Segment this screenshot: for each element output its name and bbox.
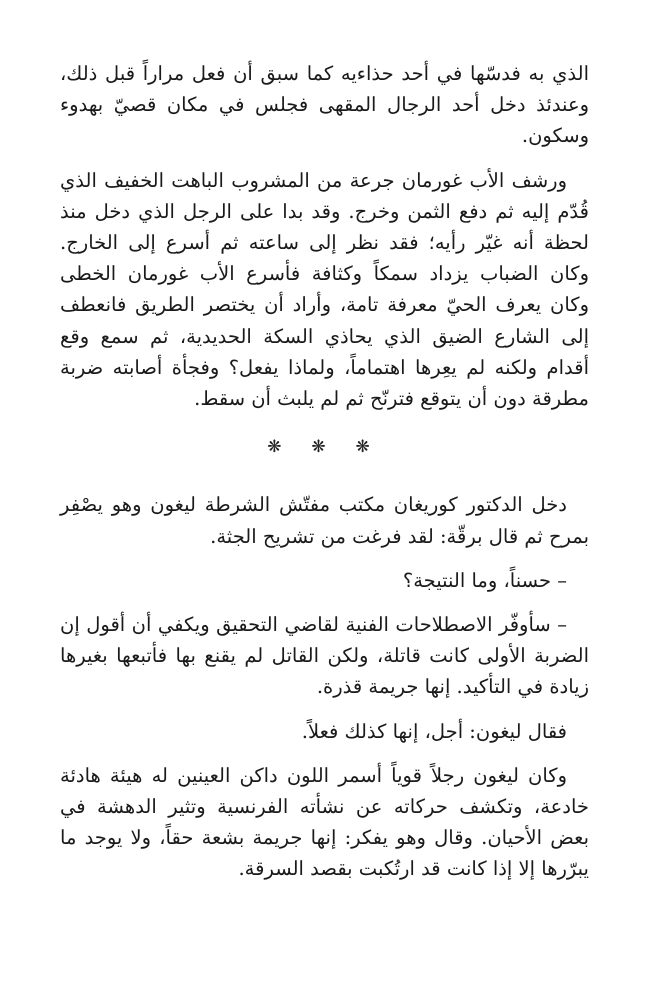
section-separator (60, 432, 589, 463)
paragraph-continuation: الذي به فدسّها في أحد حذاءيه كما سبق أن فعل مراراً قبل ذلك، وعندئذ دخل أحد الرجال المقهى فجلس في مكان قصيّ بهدوء وسكون. (60, 62, 589, 148)
paragraph-corrigan-enters: دخل الدكتور كوريغان مكتب مفتّش الشرطة ليغون وهو يصْفِر بمرح ثم قال برقّة: لقد فرغت من تشريح الجثة. (60, 493, 589, 548)
paragraph-gorman-leaves: ورشف الأب غورمان جرعة من المشروب الباهت الخفيف الذي قُدّم إليه ثم دفع الثمن وخرج. وقد بدا على الرجل الذي دخل منذ لحظة أنه غيّر رأيه؛ فقد نظر إلى ساعته ثم أسرع إلى الخارج. وكان الضباب يزداد سمكاً وكثافة فأسرع الأب غورمان الخطى وكان يعرف الحيّ معرفة تامة، وأراد أن يختصر الطريق فانعطف إلى الشارع الضيق الذي يحاذي السكة الحديدية، ثم سمع وقع أقدام ولكنه لم يعِرها اهتماماً، ولماذا يفعل؟ وفجأة أصابته ضربة مطرقة دون أن يتوقع فترنّح ثم لم يلبث أن سقط. (60, 168, 589, 411)
separator-asterisms: ❋ ❋ ❋ (267, 437, 382, 458)
dialogue-autopsy-report: – سأوفّر الاصطلاحات الفنية لقاضي التحقيق ويكفي أن أقول إن الضربة الأولى كانت قاتلة، ولكن القاتل لم يقنع بها فأتبعها بغيرها زيادة في التأكيد. إنها جريمة قذرة. (60, 613, 589, 699)
dialogue-ligon-reply: فقال ليغون: أجل، إنها كذلك فعلاً. (301, 719, 567, 743)
dialogue-result-question: – حسناً، وما النتيجة؟ (402, 568, 567, 592)
paragraph-ligon-description: وكان ليغون رجلاً قوياً أسمر اللون داكن العينين له هيئة هادئة خادعة، وتكشف حركاته عن نشأته الفرنسية وتثير الدهشة في بعض الأحيان. وقال وهو يفكر: إنها جريمة بشعة حقاً، ولا يوجد ما يبرّرها إلا إذا كانت قد ارتُكبت بقصد السرقة. (60, 763, 589, 881)
